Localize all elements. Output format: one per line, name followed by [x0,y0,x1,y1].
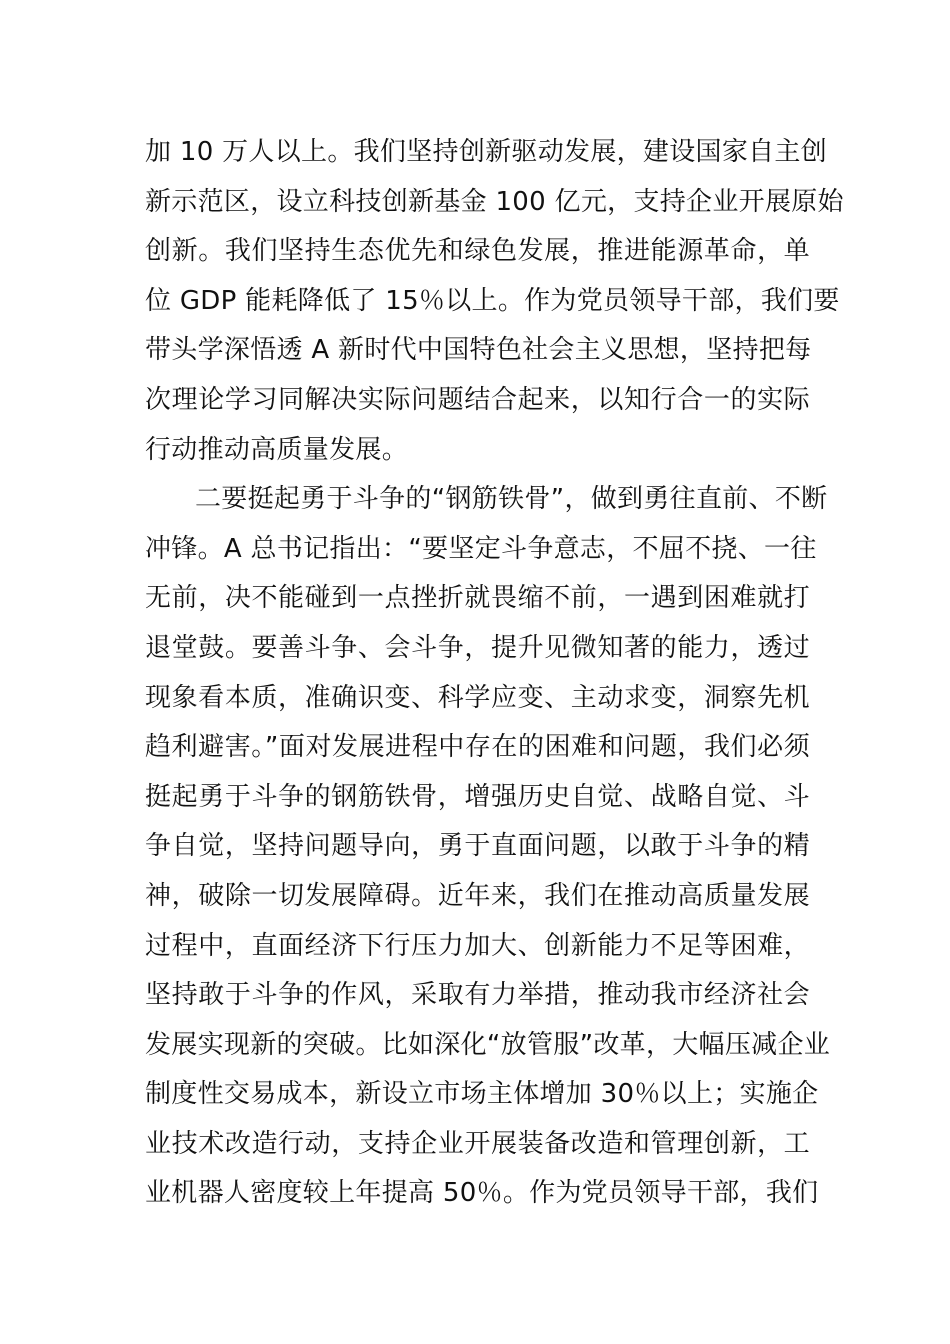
text-line: 神，破除一切发展障碍。近年来，我们在推动高质量发展 [145,880,810,911]
body-text [145,128,844,1219]
text-line: 发展实现新的突破。比如深化“放管服”改革，大幅压减企业 [145,1029,831,1060]
text-line: 行动推动高质量发展。 [145,434,409,465]
text-line: 挺起勇于斗争的钢筋铁骨，增强历史自觉、战略自觉、斗 [145,781,810,812]
text-line: 现象看本质，准确识变、科学应变、主动求变，洞察先机 [145,682,810,713]
text-line: 加 10 万人以上。我们坚持创新驱动发展，建设国家自主创 [145,137,828,167]
text-line: 次理论学习同解决实际问题结合起来，以知行合一的实际 [145,384,810,415]
text-line: 带头学深悟透 A 新时代中国特色社会主义思想，坚持把每 [145,335,812,366]
text-line: 业技术改造行动，支持企业开展装备改造和管理创新，工 [145,1128,810,1159]
text-line: 新示范区，设立科技创新基金 100 亿元，支持企业开展原始 [145,186,844,217]
text-line: 位 GDP 能耗降低了 15％以上。作为党员领导干部，我们要 [145,285,840,316]
text-line: 冲锋。A 总书记指出：“要坚定斗争意志，不屈不挠、一往 [145,533,817,564]
text-line: 创新。我们坚持生态优先和绿色发展，推进能源革命，单 [145,236,810,267]
text-line: 制度性交易成本，新设立市场主体增加 30％以上；实施企 [145,1079,819,1110]
text-line: 争自觉，坚持问题导向，勇于直面问题，以敢于斗争的精 [145,831,810,862]
text-line: 二要挺起勇于斗争的“钢筋铁骨”，做到勇往直前、不断 [195,484,828,515]
text-line: 趋利避害。”面对发展进程中存在的困难和问题，我们必须 [145,732,810,763]
text-line: 坚持敢于斗争的作风，采取有力举措，推动我市经济社会 [145,980,810,1011]
text-line: 业机器人密度较上年提高 50％。作为党员领导干部，我们 [145,1178,819,1209]
text-line: 无前，决不能碰到一点挫折就畏缩不前，一遇到困难就打 [145,583,810,614]
text-line: 过程中，直面经济下行压力加大、创新能力不足等困难， [145,930,810,961]
text-line: 退堂鼓。要善斗争、会斗争，提升见微知著的能力，透过 [145,632,810,663]
